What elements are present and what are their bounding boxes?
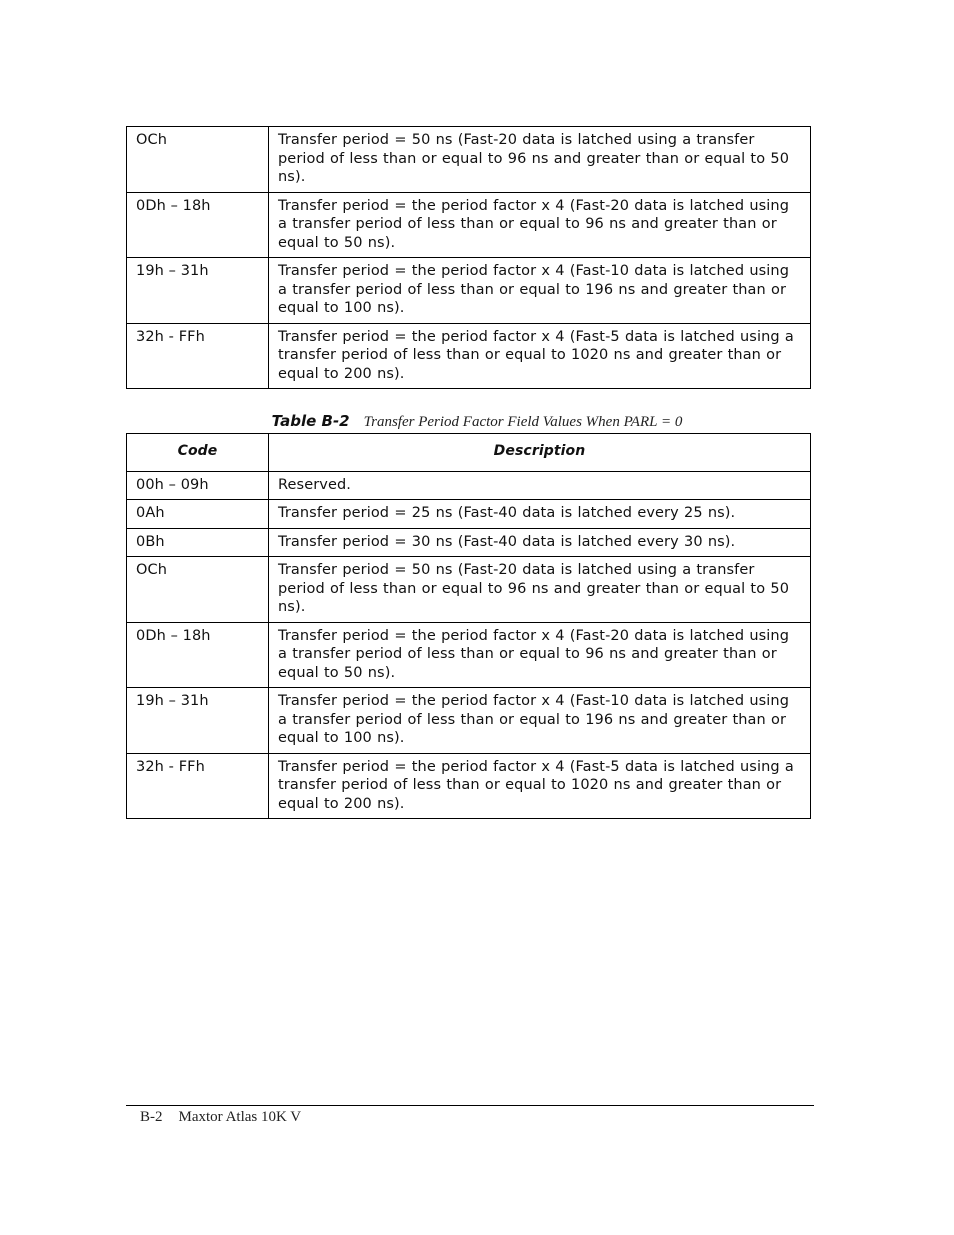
column-header-description: Description: [269, 434, 811, 472]
table-caption: [0, 411, 954, 431]
product-name: Maxtor Atlas 10K V: [178, 1109, 302, 1125]
table-row: [127, 192, 811, 258]
code-cell: 32h - FFh: [127, 753, 269, 819]
table-row: [127, 528, 811, 557]
page-number: B-2: [140, 1109, 163, 1125]
table-row: [127, 500, 811, 529]
description-cell: Transfer period = the period factor x 4 (Fast-20 data is latched using a transfer period of less than or equal to 96 ns and greater than or equal to 50 ns).: [269, 622, 811, 688]
description-cell: Transfer period = the period factor x 4 (Fast-5 data is latched using a transfer period of less than or equal to 1020 ns and greater than or equal to 200 ns).: [269, 753, 811, 819]
table-title: Transfer Period Factor Field Values When PARL = 0: [363, 414, 683, 430]
description-cell: Transfer period = 50 ns (Fast-20 data is latched using a transfer period of less than or equal to 96 ns and greater than or equal to 50 ns).: [269, 557, 811, 623]
code-cell: OCh: [127, 127, 269, 193]
code-cell: OCh: [127, 557, 269, 623]
table-row: [127, 622, 811, 688]
table-label: Table B-2: [271, 412, 350, 430]
table-row: [127, 753, 811, 819]
table-header-row: [127, 434, 811, 472]
code-cell: 0Bh: [127, 528, 269, 557]
description-cell: Transfer period = the period factor x 4 (Fast-10 data is latched using a transfer period of less than or equal to 196 ns and greater than or equal to 100 ns).: [269, 258, 811, 324]
table-row: [127, 688, 811, 754]
table-b1-continuation: [126, 126, 811, 389]
table-row: [127, 127, 811, 193]
description-cell: Transfer period = the period factor x 4 (Fast-5 data is latched using a transfer period of less than or equal to 1020 ns and greater than or equal to 200 ns).: [269, 323, 811, 389]
description-cell: Transfer period = 30 ns (Fast-40 data is latched every 30 ns).: [269, 528, 811, 557]
column-header-code: Code: [127, 434, 269, 472]
code-cell: 19h – 31h: [127, 258, 269, 324]
table-row: [127, 258, 811, 324]
description-cell: Transfer period = 25 ns (Fast-40 data is latched every 25 ns).: [269, 500, 811, 529]
footer-divider: [126, 1105, 814, 1106]
table-row: [127, 323, 811, 389]
code-cell: 19h – 31h: [127, 688, 269, 754]
code-cell: 00h – 09h: [127, 471, 269, 500]
table-row: [127, 557, 811, 623]
code-cell: 0Dh – 18h: [127, 192, 269, 258]
code-cell: 0Ah: [127, 500, 269, 529]
description-cell: Reserved.: [269, 471, 811, 500]
table-b2: [126, 433, 811, 819]
code-cell: 0Dh – 18h: [127, 622, 269, 688]
description-cell: Transfer period = the period factor x 4 (Fast-20 data is latched using a transfer period of less than or equal to 96 ns and greater than or equal to 50 ns).: [269, 192, 811, 258]
description-cell: Transfer period = the period factor x 4 (Fast-10 data is latched using a transfer period of less than or equal to 196 ns and greater than or equal to 100 ns).: [269, 688, 811, 754]
description-cell: Transfer period = 50 ns (Fast-20 data is latched using a transfer period of less than or equal to 96 ns and greater than or equal to 50 ns).: [269, 127, 811, 193]
page-footer: [140, 1109, 301, 1126]
code-cell: 32h - FFh: [127, 323, 269, 389]
table-row: [127, 471, 811, 500]
